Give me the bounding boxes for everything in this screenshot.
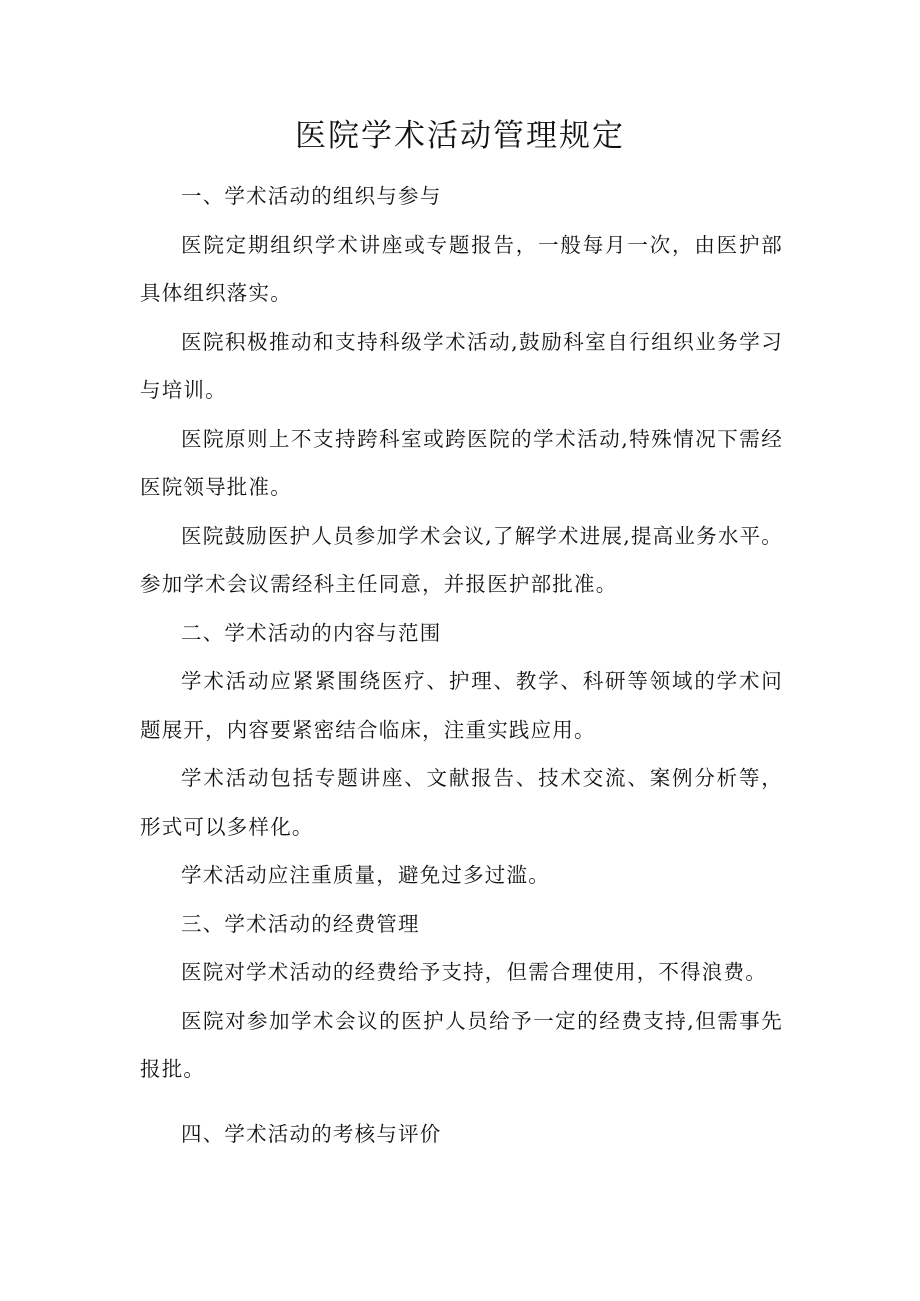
section-heading-1: 一、学术活动的组织与参与 (181, 184, 442, 208)
paragraph: 医院对参加学术会议的医护人员给予一定的经费支持,但需事先报批。 (140, 1008, 783, 1081)
paragraph: 学术活动应紧紧围绕医疗、护理、教学、科研等领域的学术问题展开，内容要紧密结合临床，注重实践应用。 (140, 669, 783, 742)
section-heading-4: 四、学术活动的考核与评价 (181, 1121, 442, 1146)
paragraph: 学术活动包括专题讲座、文献报告、技术交流、案例分析等，形式可以多样化。 (140, 766, 783, 839)
paragraph: 医院积极推动和支持科级学术活动,鼓励科室自行组织业务学习与培训。 (140, 329, 783, 402)
paragraph: 医院鼓励医护人员参加学术会议,了解学术进展,提高业务水平。参加学术会议需经科主任同意，并报医护部批准。 (140, 523, 783, 596)
section-heading-3: 三、学术活动的经费管理 (181, 911, 420, 936)
paragraph: 医院原则上不支持跨科室或跨医院的学术活动,特殊情况下需经医院领导批准。 (140, 426, 783, 499)
section-heading-2: 二、学术活动的内容与范围 (181, 620, 442, 645)
paragraph: 学术活动应注重质量，避免过多过滥。 (181, 863, 550, 887)
paragraph: 医院定期组织学术讲座或专题报告，一般每月一次，由医护部具体组织落实。 (140, 232, 783, 305)
paragraph: 医院对学术活动的经费给予支持，但需合理使用，不得浪费。 (181, 960, 767, 984)
document-body (140, 172, 783, 1158)
document-title: 医院学术活动管理规定 (295, 118, 625, 154)
